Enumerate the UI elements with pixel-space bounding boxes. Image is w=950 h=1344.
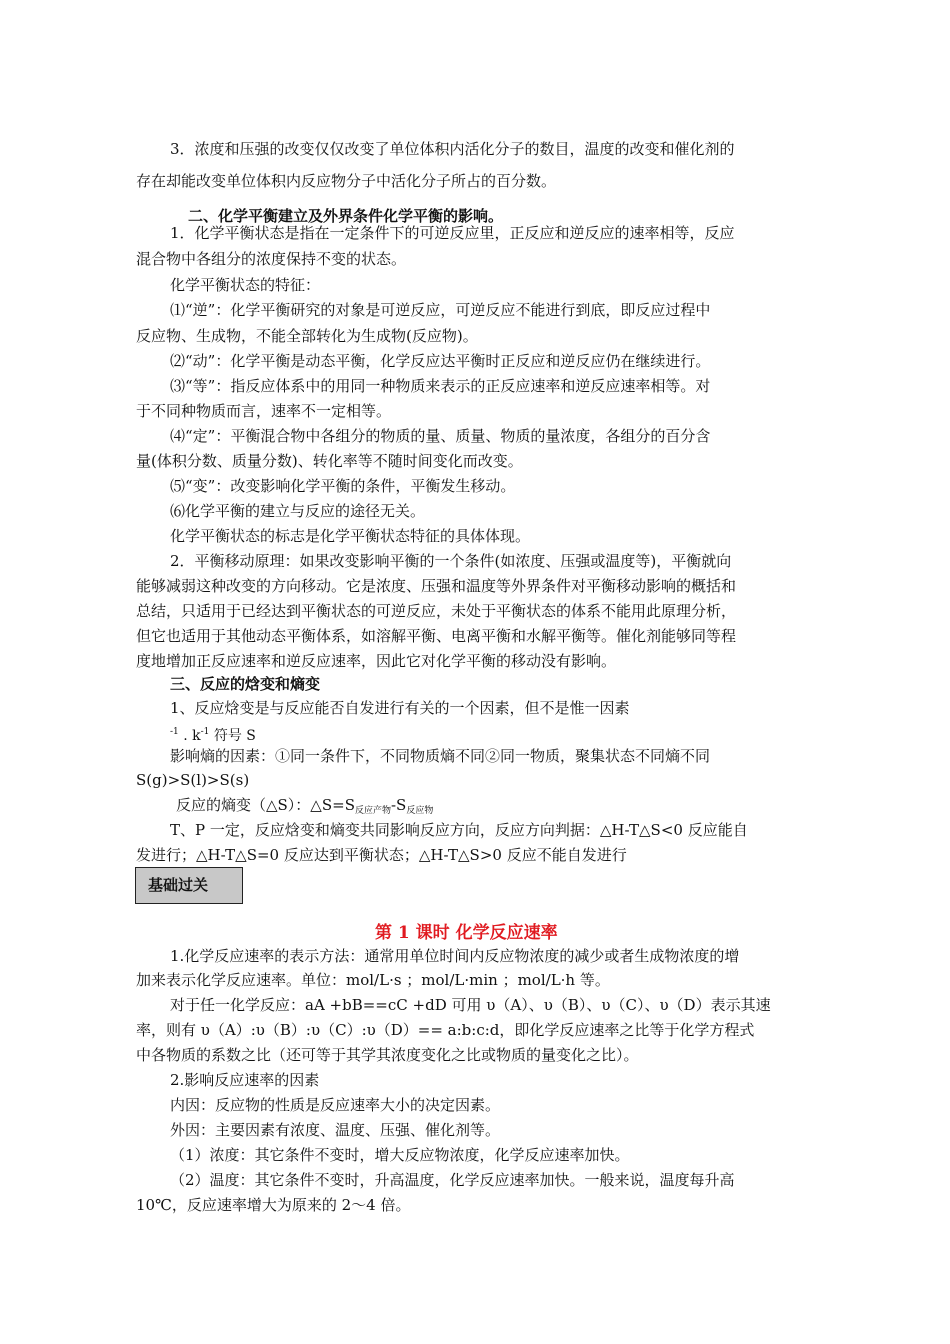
section2-paragraph1-line2: 混合物中各组分的浓度保持不变的状态。 xyxy=(136,250,407,268)
feature2: ⑵“动”：化学平衡是动态平衡，化学反应达平衡时正反应和逆反应仍在继续进行。 xyxy=(170,352,711,370)
feature6: ⑹化学平衡的建立与反应的途径无关。 xyxy=(170,502,426,520)
section1-paragraph3-line1: 3．浓度和压强的改变仅仅改变了单位体积内活化分子的数目，温度的改变和催化剂的 xyxy=(170,140,735,158)
feature3-line2: 于不同种物质而言，速率不一定相等。 xyxy=(136,402,392,420)
section2-paragraph2-line2: 能够减弱这种改变的方向移动。它是浓度、压强和温度等外界条件对平衡移动影响的概括和 xyxy=(136,577,737,595)
lesson-paragraph2-line3: 中各物质的系数之比（还可等于其学其浓度变化之比或物质的量变化之比）。 xyxy=(136,1046,639,1064)
outer-factor: 外因：主要因素有浓度、温度、压强、催化剂等。 xyxy=(170,1121,501,1139)
unit-tail: 符号 S xyxy=(209,728,256,744)
lesson-paragraph2-line2: 率，则有 υ（A）:υ（B）:υ（C）:υ（D）== a:b:c:d，即化学反应速率之比等于化学方程式 xyxy=(136,1021,755,1039)
section2-paragraph2-line3: 总结，只适用于已经达到平衡状态的可逆反应，未处于平衡状态的体系不能用此原理分析， xyxy=(136,602,737,620)
temperature-factor-line1: （2）温度：其它条件不变时，升高温度，化学反应速率加快。一般来说，温度每升高 xyxy=(170,1171,735,1189)
lesson-paragraph1-line1: 1.化学反应速率的表示方法：通常用单位时间内反应物浓度的减少或者生成物浓度的增 xyxy=(170,947,740,965)
equilibrium-sign: 化学平衡状态的标志是化学平衡状态特征的具体体现。 xyxy=(170,527,531,545)
section2-paragraph2-line1: 2．平衡移动原理：如果改变影响平衡的一个条件(如浓度、压强或温度等)，平衡就向 xyxy=(170,552,732,570)
unit-sup2: -1 xyxy=(200,727,210,737)
lesson-title: 第 1 课时 化学反应速率 xyxy=(375,923,558,943)
feature4-line2: 量(体积分数、质量分数)、转化率等不随时间变化而改变。 xyxy=(136,452,523,470)
delta-sub1: 反应产物 xyxy=(354,806,391,816)
delta-a: 反应的熵变（△S）：△S=S xyxy=(176,796,355,814)
feature1-line2: 反应物、生成物，不能全部转化为生成物(反应物)。 xyxy=(136,327,478,345)
section2-paragraph1-line1: 1．化学平衡状态是指在一定条件下的可逆反应里，正反应和逆反应的速率相等，反应 xyxy=(170,224,735,242)
basics-box xyxy=(135,867,243,904)
direction-criterion-line1: T、P 一定，反应焓变和熵变共同影响反应方向，反应方向判据：△H-T△S<0 反应能自 xyxy=(170,821,748,839)
features-title: 化学平衡状态的特征： xyxy=(170,276,321,294)
basics-box-label: 基础过关 xyxy=(148,876,209,894)
section2-paragraph2-line5: 度地增加正反应速率和逆反应速率，因此它对化学平衡的移动没有影响。 xyxy=(136,652,617,670)
section3-paragraph1: 1、反应焓变是与反应能否自发进行有关的一个因素，但不是惟一因素 xyxy=(170,699,630,717)
unit-sup1: -1 xyxy=(170,727,179,737)
lesson-paragraph1-line2: 加来表示化学反应速率。单位：mol/L·s ；mol/L·min ；mol/L·h 等。 xyxy=(136,971,610,989)
entropy-unit xyxy=(170,722,256,746)
section3-heading: 三、反应的焓变和熵变 xyxy=(170,675,321,693)
feature5: ⑸“变”：改变影响化学平衡的条件，平衡发生移动。 xyxy=(170,477,516,495)
section1-paragraph3-line2: 存在却能改变单位体积内反应物分子中活化分子所占的百分数。 xyxy=(136,172,557,190)
delta-sub2: 反应物 xyxy=(406,806,434,816)
feature3-line1: ⑶“等”：指反应体系中的用同一种物质来表示的正反应速率和逆反应速率相等。对 xyxy=(170,377,711,395)
lesson-paragraph3: 2.影响反应速率的因素 xyxy=(170,1071,320,1089)
section2-heading: 二、化学平衡建立及外界条件化学平衡的影响。 xyxy=(188,207,504,225)
section2-paragraph2-line4: 但它也适用于其他动态平衡体系，如溶解平衡、电离平衡和水解平衡等。催化剂能够同等程 xyxy=(136,627,737,645)
concentration-factor: （1）浓度：其它条件不变时，增大反应物浓度，化学反应速率加快。 xyxy=(170,1146,630,1164)
direction-criterion-line2: 发进行；△H-T△S=0 反应达到平衡状态；△H-T△S>0 反应不能自发进行 xyxy=(136,846,627,864)
lesson-paragraph2-line1: 对于任一化学反应：aA +bB==cC +dD 可用 υ（A）、υ（B）、υ（C）、υ（D）表示其速 xyxy=(170,996,771,1014)
entropy-factors: 影响熵的因素：①同一条件下，不同物质熵不同②同一物质，聚集状态不同熵不同 xyxy=(170,747,711,765)
temperature-factor-line2: 10℃，反应速率增大为原来的 2～4 倍。 xyxy=(136,1196,411,1214)
delta-mid: -S xyxy=(390,796,407,814)
unit-mid: . k xyxy=(178,728,201,744)
feature4-line1: ⑷“定”：平衡混合物中各组分的物质的量、质量、物质的量浓度，各组分的百分含 xyxy=(170,427,711,445)
feature1-line1: ⑴“逆”：化学平衡研究的对象是可逆反应，可逆反应不能进行到底，即反应过程中 xyxy=(170,301,711,319)
entropy-order: S(g)>S(l)>S(s) xyxy=(136,771,250,789)
inner-factor: 内因：反应物的性质是反应速率大小的决定因素。 xyxy=(170,1096,501,1114)
entropy-change xyxy=(176,795,433,821)
